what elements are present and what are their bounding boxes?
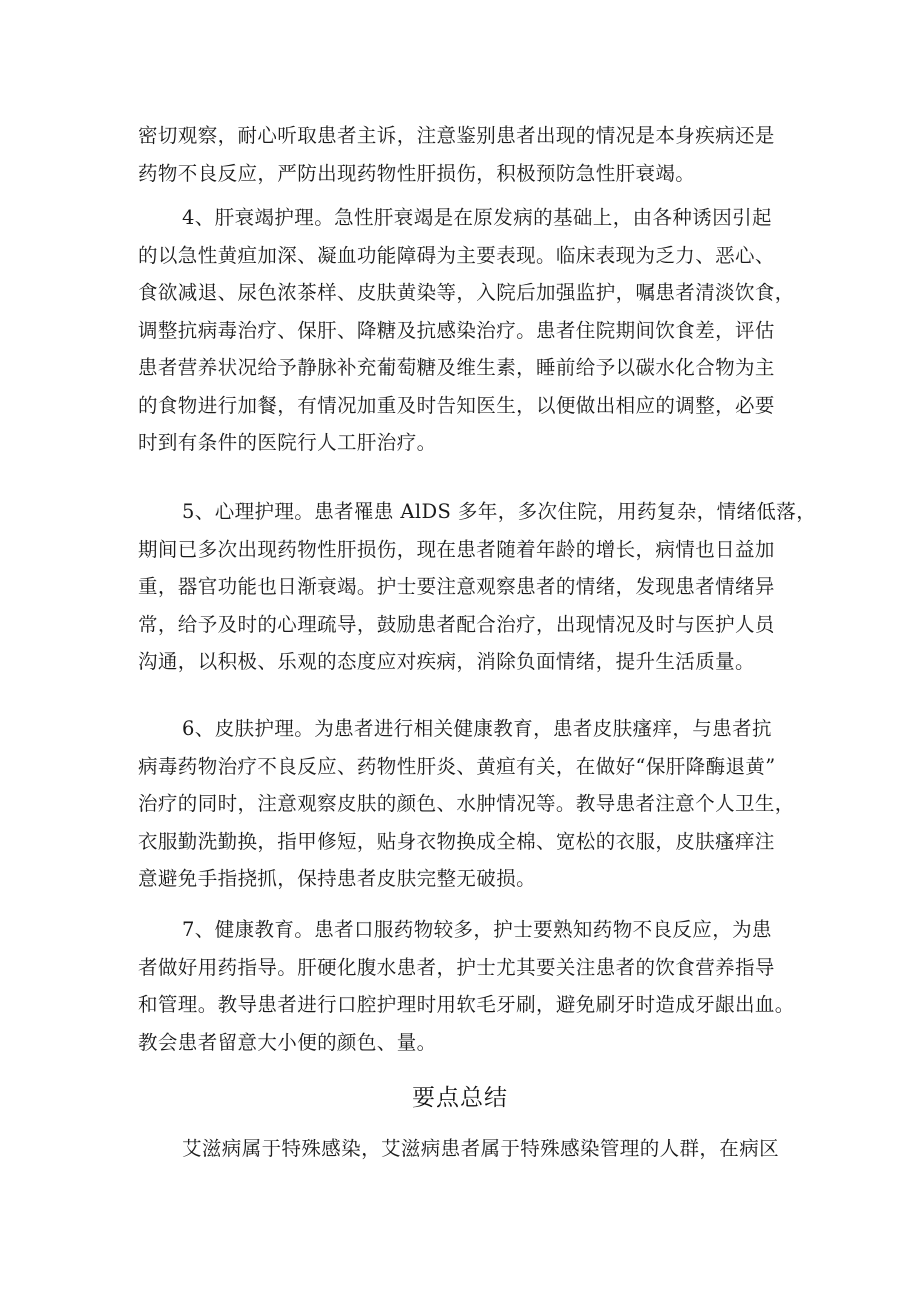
paragraph-health-education bbox=[138, 911, 795, 1061]
text-line: 者做好用药指导。肝硬化腹水患者，护士尤其要关注患者的饮食营养指导 bbox=[138, 955, 775, 979]
text-line: 的以急性黄疸加深、凝血功能障碍为主要表现。临床表现为乏力、恶心、 bbox=[138, 243, 775, 267]
text-line: 6、皮肤护理。为患者进行相关健康教育，患者皮肤瘙痒，与患者抗 bbox=[182, 717, 772, 740]
text-line: 期间已多次出现药物性肝损伤，现在患者随着年龄的增长，病情也日益加 bbox=[138, 537, 775, 561]
text-line: 5、心理护理。患者罹患 AlDS 多年，多次住院，用药复杂，情绪低落， bbox=[182, 500, 817, 523]
text-line: 教会患者留意大小便的颜色、量。 bbox=[138, 1030, 437, 1054]
text-line: 的食物进行加餐，有情况加重及时告知医生，以便做出相应的调整，必要 bbox=[138, 393, 775, 417]
paragraph-observation bbox=[138, 117, 788, 192]
text-line: 食欲减退、尿色浓茶样、皮肤黄染等，入院后加强监护，嘱患者清淡饮食， bbox=[138, 281, 795, 304]
text-line: 衣服勤洗勤换，指甲修短，贴身衣物换成全棉、宽松的衣服，皮肤瘙痒注 bbox=[138, 829, 775, 853]
text-line: 重，器官功能也日渐衰竭。护士要注意观察患者的情绪，发现患者情绪异 bbox=[138, 575, 775, 598]
paragraph-liver-failure-care bbox=[138, 199, 795, 462]
text-line: 常，给予及时的心理疏导，鼓励患者配合治疗，出现情况及时与医护人员 bbox=[138, 612, 775, 636]
text-line: 时到有条件的医院行人工肝治疗。 bbox=[138, 431, 437, 454]
text-line: 和管理。教导患者进行口腔护理时用软毛牙刷，避免刷牙时造成牙龈出血。 bbox=[138, 993, 795, 1016]
summary-heading: 要点总结 bbox=[412, 1085, 508, 1111]
paragraph-summary bbox=[138, 1130, 788, 1168]
text-line: 调整抗病毒治疗、保肝、降糖及抗感染治疗。患者住院期间饮食差，评估 bbox=[138, 318, 775, 342]
text-line: 密切观察，耐心听取患者主诉，注意鉴别患者出现的情况是本身疾病还是 bbox=[138, 124, 775, 147]
text-line: 治疗的同时，注意观察皮肤的颜色、水肿情况等。教导患者注意个人卫生， bbox=[138, 792, 795, 815]
text-line: 患者营养状况给予静脉补充葡萄糖及维生素，睡前给予以碳水化合物为主 bbox=[138, 356, 775, 379]
paragraph-psychological-care bbox=[138, 493, 817, 681]
text-line: 4、肝衰竭护理。急性肝衰竭是在原发病的基础上，由各种诱因引起 bbox=[182, 206, 772, 229]
text-line: 沟通，以积极、乐观的态度应对疾病，消除负面情绪，提升生活质量。 bbox=[138, 650, 755, 673]
text-line: 7、健康教育。患者口服药物较多，护士要熟知药物不良反应，为患 bbox=[182, 918, 772, 941]
text-line: 意避免手指挠抓，保持患者皮肤完整无破损。 bbox=[138, 867, 537, 890]
text-line: 病毒药物治疗不良反应、药物性肝炎、黄疸有关，在做好“保肝降酶退黄” bbox=[138, 754, 776, 778]
text-line: 药物不良反应，严防出现药物性肝损伤，积极预防急性肝衰竭。 bbox=[138, 161, 696, 185]
paragraph-skin-care bbox=[138, 710, 795, 898]
text-line: 艾滋病属于特殊感染，艾滋病患者属于特殊感染管理的人群，在病区 bbox=[182, 1137, 780, 1160]
